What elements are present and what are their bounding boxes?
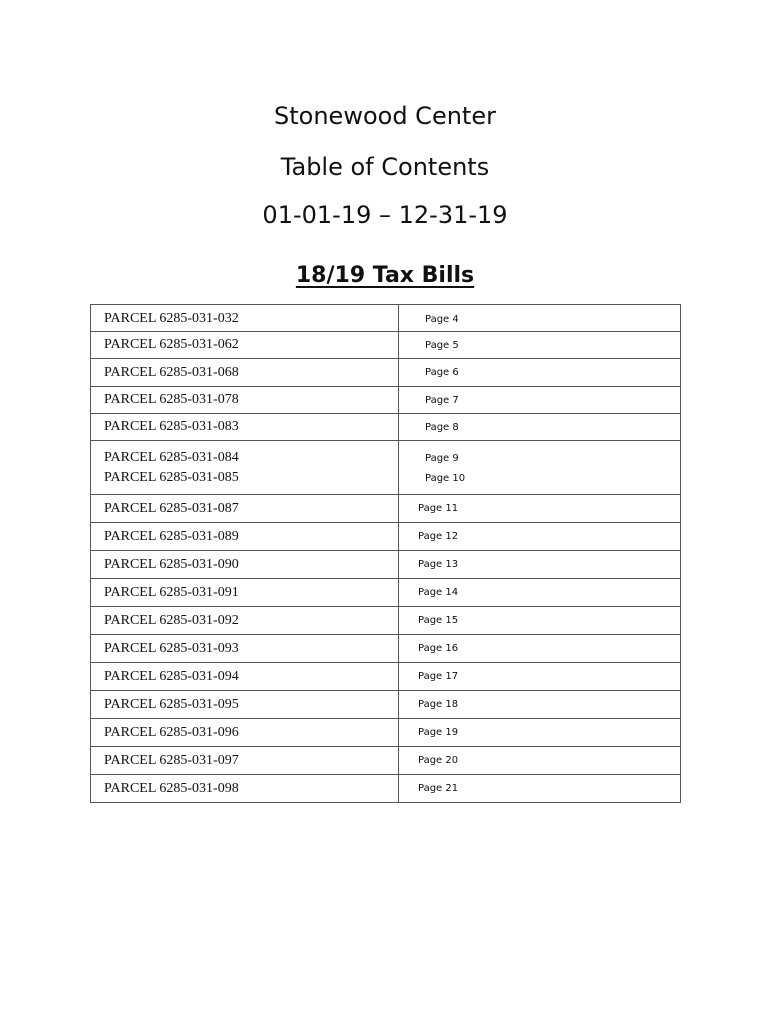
- page-number: Page 12: [418, 531, 459, 542]
- page-number: Page 19: [418, 727, 459, 738]
- table-row: [91, 332, 681, 359]
- page-number: Page 17: [418, 671, 459, 682]
- page-number: Page 5: [425, 339, 459, 351]
- page-number: Page 10: [425, 472, 466, 484]
- table-row: [91, 607, 681, 635]
- table-row: [91, 414, 681, 441]
- table-row: [91, 387, 681, 414]
- parcel-cell: PARCEL 6285-031-062: [91, 332, 399, 359]
- section-heading: 18/19 Tax Bills: [295, 263, 475, 288]
- table-row: [91, 305, 681, 332]
- table-row: [91, 663, 681, 691]
- parcel-cell: PARCEL 6285-031-032: [91, 305, 399, 332]
- table-row-merged: [91, 441, 681, 495]
- parcel-cell: PARCEL 6285-031-098: [91, 775, 399, 803]
- page-number: Page 4: [425, 313, 459, 325]
- parcel-cell: PARCEL 6285-031-091: [91, 579, 399, 607]
- document-subtitle: Table of Contents: [280, 153, 490, 181]
- parcel-cell: PARCEL 6285-031-089: [91, 523, 399, 551]
- table-row: [91, 579, 681, 607]
- table-row: [91, 551, 681, 579]
- page-number: Page 18: [418, 699, 459, 710]
- parcel-cell: PARCEL 6285-031-093: [91, 635, 399, 663]
- parcel-cell: PARCEL 6285-031-078: [91, 387, 399, 414]
- page-number: Page 8: [425, 421, 459, 433]
- table-row: [91, 775, 681, 803]
- parcel-cell: PARCEL 6285-031-068: [91, 359, 399, 387]
- parcel-cell: PARCEL 6285-031-097: [91, 747, 399, 775]
- parcel-cell: PARCEL 6285-031-090: [91, 551, 399, 579]
- table-row: [91, 359, 681, 387]
- page-number: Page 11: [418, 503, 459, 514]
- document-title: Stonewood Center: [274, 102, 496, 130]
- toc-table: [90, 304, 681, 803]
- page-number: Page 21: [418, 783, 459, 794]
- parcel-cell: PARCEL 6285-031-084: [104, 449, 239, 465]
- page-number: Page 14: [418, 587, 459, 598]
- table-row: [91, 691, 681, 719]
- table-row: [91, 747, 681, 775]
- table-row: [91, 523, 681, 551]
- page-number: Page 13: [418, 559, 459, 570]
- page-number: Page 7: [425, 394, 459, 406]
- parcel-cell: PARCEL 6285-031-087: [91, 495, 399, 523]
- parcel-cell: PARCEL 6285-031-096: [91, 719, 399, 747]
- page-number: Page 9: [425, 452, 459, 464]
- date-range: 01-01-19 – 12-31-19: [262, 201, 508, 229]
- table-row: [91, 719, 681, 747]
- parcel-cell: PARCEL 6285-031-083: [91, 414, 399, 441]
- page-number: Page 20: [418, 755, 459, 766]
- page-number: Page 6: [425, 367, 459, 378]
- page-number: Page 15: [418, 615, 459, 626]
- parcel-cell: PARCEL 6285-031-094: [91, 663, 399, 691]
- parcel-cell: PARCEL 6285-031-095: [91, 691, 399, 719]
- table-row: [91, 495, 681, 523]
- page-number: Page 16: [418, 643, 459, 654]
- table-row: [91, 635, 681, 663]
- parcel-cell: PARCEL 6285-031-085: [104, 469, 239, 485]
- parcel-cell: PARCEL 6285-031-092: [91, 607, 399, 635]
